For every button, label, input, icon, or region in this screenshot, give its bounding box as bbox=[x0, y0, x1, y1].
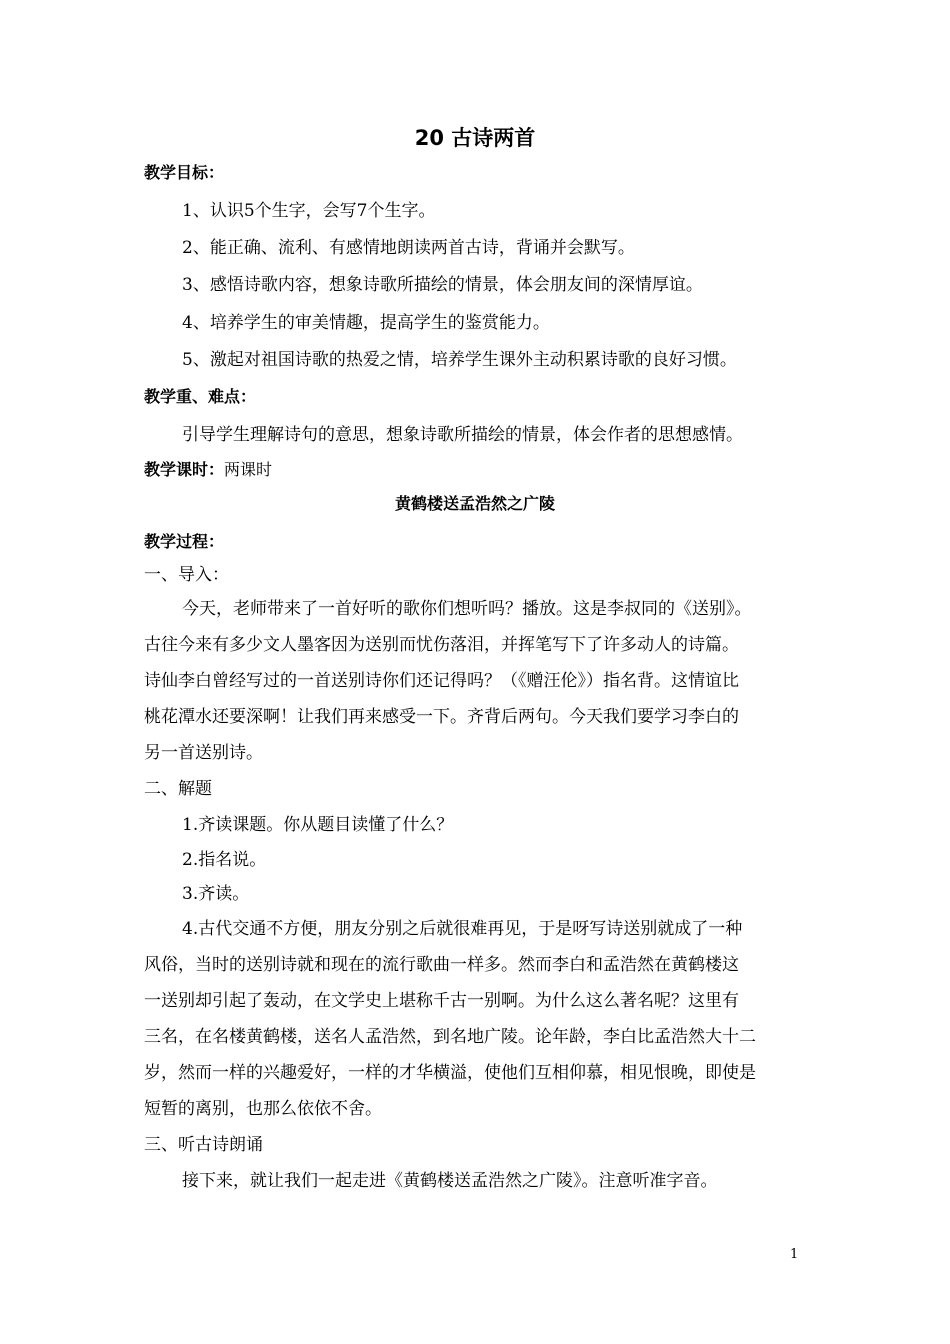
document-title: 20 古诗两首 bbox=[414, 126, 536, 150]
section1-line-2: 古往今来有多少文人墨客因为送别而忧伤落泪，并挥笔写下了许多动人的诗篇。 bbox=[144, 635, 739, 655]
section2-item-3: 3.齐读。 bbox=[182, 884, 250, 904]
goals-heading: 教学目标： bbox=[144, 163, 225, 182]
section3-heading: 三、听古诗朗诵 bbox=[144, 1135, 263, 1155]
class-hours-heading: 教学课时： bbox=[144, 460, 225, 479]
section2-line-1: 4.古代交通不方便，朋友分别之后就很难再见，于是呀写诗送别就成了一种 bbox=[182, 919, 743, 939]
section1-line-5: 另一首送别诗。 bbox=[144, 743, 263, 763]
key-points-heading: 教学重、难点： bbox=[144, 387, 257, 406]
poem-title: 黄鹤楼送孟浩然之广陵 bbox=[394, 494, 555, 513]
page-number: 1 bbox=[790, 1247, 799, 1262]
section2-line-5: 岁，然而一样的兴趣爱好，一样的才华横溢，使他们互相仰慕，相见恨晚，即使是 bbox=[144, 1063, 756, 1083]
section1-heading: 一、导入： bbox=[144, 565, 229, 585]
goal-item-1: 1、认识5个生字，会写7个生字。 bbox=[182, 201, 436, 221]
process-heading: 教学过程： bbox=[144, 532, 225, 551]
section2-line-3: 一送别却引起了轰动，在文学史上堪称千古一别啊。为什么这么著名呢？这里有 bbox=[144, 991, 739, 1011]
section2-heading: 二、解题 bbox=[144, 779, 212, 799]
goal-item-3: 3、感悟诗歌内容，想象诗歌所描绘的情景，体会朋友间的深情厚谊。 bbox=[182, 275, 703, 295]
section2-item-1: 1.齐读课题。你从题目读懂了什么？ bbox=[182, 815, 454, 835]
section3-text: 接下来，就让我们一起走进《黄鹤楼送孟浩然之广陵》。注意听准字音。 bbox=[182, 1171, 718, 1191]
key-points-text: 引导学生理解诗句的意思，想象诗歌所描绘的情景，体会作者的思想感情。 bbox=[182, 425, 743, 445]
section2-line-4: 三名，在名楼黄鹤楼，送名人孟浩然，到名地广陵。论年龄，李白比孟浩然大十二 bbox=[144, 1027, 756, 1047]
section1-line-4: 桃花潭水还要深啊！让我们再来感受一下。齐背后两句。今天我们要学习李白的 bbox=[144, 707, 739, 727]
goal-item-4: 4、培养学生的审美情趣，提高学生的鉴赏能力。 bbox=[182, 313, 550, 333]
section2-item-2: 2.指名说。 bbox=[182, 850, 267, 870]
section1-line-3: 诗仙李白曾经写过的一首送别诗你们还记得吗？（《赠汪伦》）指名背。这情谊比 bbox=[144, 671, 739, 691]
class-hours-value: 两课时 bbox=[224, 460, 273, 479]
goal-item-2: 2、能正确、流利、有感情地朗读两首古诗，背诵并会默写。 bbox=[182, 238, 635, 258]
goal-item-5: 5、激起对祖国诗歌的热爱之情，培养学生课外主动积累诗歌的良好习惯。 bbox=[182, 350, 737, 370]
section2-line-2: 风俗，当时的送别诗就和现在的流行歌曲一样多。然而李白和孟浩然在黄鹤楼这 bbox=[144, 955, 739, 975]
class-hours bbox=[144, 458, 272, 482]
section1-line-1: 今天，老师带来了一首好听的歌你们想听吗？播放。这是李叔同的《送别》。 bbox=[182, 599, 752, 619]
section2-line-6: 短暂的离别，也那么依依不舍。 bbox=[144, 1099, 382, 1119]
